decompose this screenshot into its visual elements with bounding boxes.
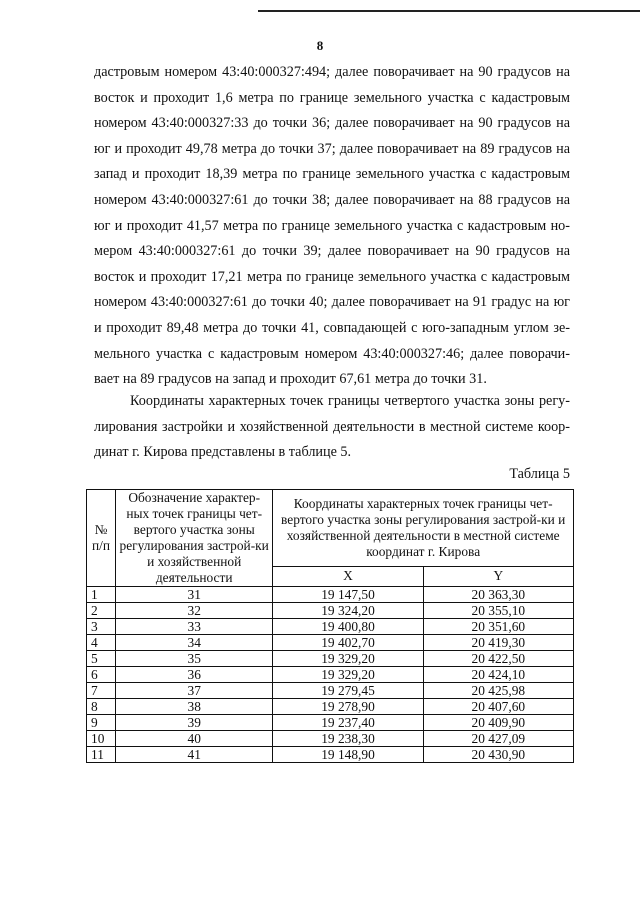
cell-point: 32 [116,603,273,619]
cell-point: 36 [116,667,273,683]
cell-x: 19 329,20 [273,651,423,667]
cell-number: 10 [87,731,116,747]
cell-number: 1 [87,587,116,603]
cell-number: 7 [87,683,116,699]
text-line: номером 43:40:000327:33 до точки 36; далее поворачивает на 90 градусов на [94,115,570,132]
text-line: Координаты характерных точек границы четвертого участка зоны регу- [130,393,570,409]
table-row [87,603,574,619]
header-x: X [273,566,423,586]
text-line: вает на 89 градусов на запад и проходит 67,61 метра до точки 31. [94,371,487,388]
text-line: запад и проходит 18,39 метра по границе земельного участка с кадастровым [94,166,570,183]
cell-y: 20 355,10 [423,603,573,619]
cell-point: 35 [116,651,273,667]
text-line: лирования застройки и хозяйственной деятельности в местной системе коор- [94,418,570,435]
header-point: Обозначение характер-ных точек границы чет-вертого участка зоны регулирования застрой-ки и хозяйственной деятельности [116,490,273,587]
cell-number: 3 [87,619,116,635]
table-row [87,715,574,731]
cell-y: 20 351,60 [423,619,573,635]
cell-x: 19 148,90 [273,747,423,763]
cell-x: 19 402,70 [273,635,423,651]
cell-y: 20 363,30 [423,587,573,603]
cell-y: 20 430,90 [423,747,573,763]
text-line: юг и проходит 41,57 метра по границе земельного участка с кадастровым но- [94,217,570,234]
paragraph-table-intro [94,389,570,466]
cell-x: 19 237,40 [273,715,423,731]
cell-y: 20 409,90 [423,715,573,731]
cell-point: 33 [116,619,273,635]
table-row [87,667,574,683]
text-line: и проходит 89,48 метра до точки 41, совпадающей с юго-западным углом зе- [94,319,570,336]
header-coordinates: Координаты характерных точек границы чет-вертого участка зоны регулирования застрой-ки и хозяйственной деятельности в местной системе координат г. Кирова [273,490,574,567]
table-row [87,635,574,651]
table-row [87,747,574,763]
header-y: Y [423,566,573,586]
table-caption: Таблица 5 [509,466,570,482]
cell-number: 5 [87,651,116,667]
cell-x: 19 147,50 [273,587,423,603]
cell-x: 19 279,45 [273,683,423,699]
paragraph-boundary-description [94,60,570,393]
table-row [87,731,574,747]
text-line: динат г. Кирова представлены в таблице 5. [94,444,352,461]
cell-number: 4 [87,635,116,651]
cell-point: 31 [116,587,273,603]
cell-x: 19 278,90 [273,699,423,715]
cell-number: 11 [87,747,116,763]
text-line: номером 43:40:000327:61 до точки 38; далее поворачивает на 88 градусов на [94,191,570,208]
cell-number: 8 [87,699,116,715]
cell-point: 38 [116,699,273,715]
cell-point: 40 [116,731,273,747]
cell-x: 19 238,30 [273,731,423,747]
table-row [87,619,574,635]
cell-x: 19 400,80 [273,619,423,635]
text-line: мером 43:40:000327:61 до точки 39; далее поворачивает на 90 градусов на [94,243,570,260]
table-row [87,683,574,699]
text-line: восток и проходит 1,6 метра по границе земельного участка с кадастровым [94,89,570,106]
table-row [87,699,574,715]
cell-y: 20 427,09 [423,731,573,747]
text-line: дастровым номером 43:40:000327:494; далее поворачивает на 90 градусов на [94,64,570,80]
cell-x: 19 329,20 [273,667,423,683]
cell-y: 20 407,60 [423,699,573,715]
cell-y: 20 425,98 [423,683,573,699]
coordinates-table [86,489,574,763]
cell-number: 2 [87,603,116,619]
cell-y: 20 422,50 [423,651,573,667]
cell-y: 20 419,30 [423,635,573,651]
cell-number: 9 [87,715,116,731]
text-line: мельного участка с кадастровым номером 43:40:000327:46; далее поворачи- [94,345,570,362]
text-line: номером 43:40:000327:61 до точки 40; далее поворачивает на 91 градус на юг [94,294,570,311]
cell-number: 6 [87,667,116,683]
text-line: юг и проходит 49,78 метра до точки 37; далее поворачивает на 89 градусов на [94,140,570,157]
cell-y: 20 424,10 [423,667,573,683]
header-number: № п/п [87,490,116,587]
cell-point: 39 [116,715,273,731]
text-line: восток и проходит 17,21 метра по границе земельного участка с кадастровым [94,268,570,285]
page-number: 8 [316,38,324,53]
header-rule [258,10,640,12]
cell-point: 41 [116,747,273,763]
cell-x: 19 324,20 [273,603,423,619]
table-row [87,651,574,667]
cell-point: 34 [116,635,273,651]
table-row [87,587,574,603]
cell-point: 37 [116,683,273,699]
